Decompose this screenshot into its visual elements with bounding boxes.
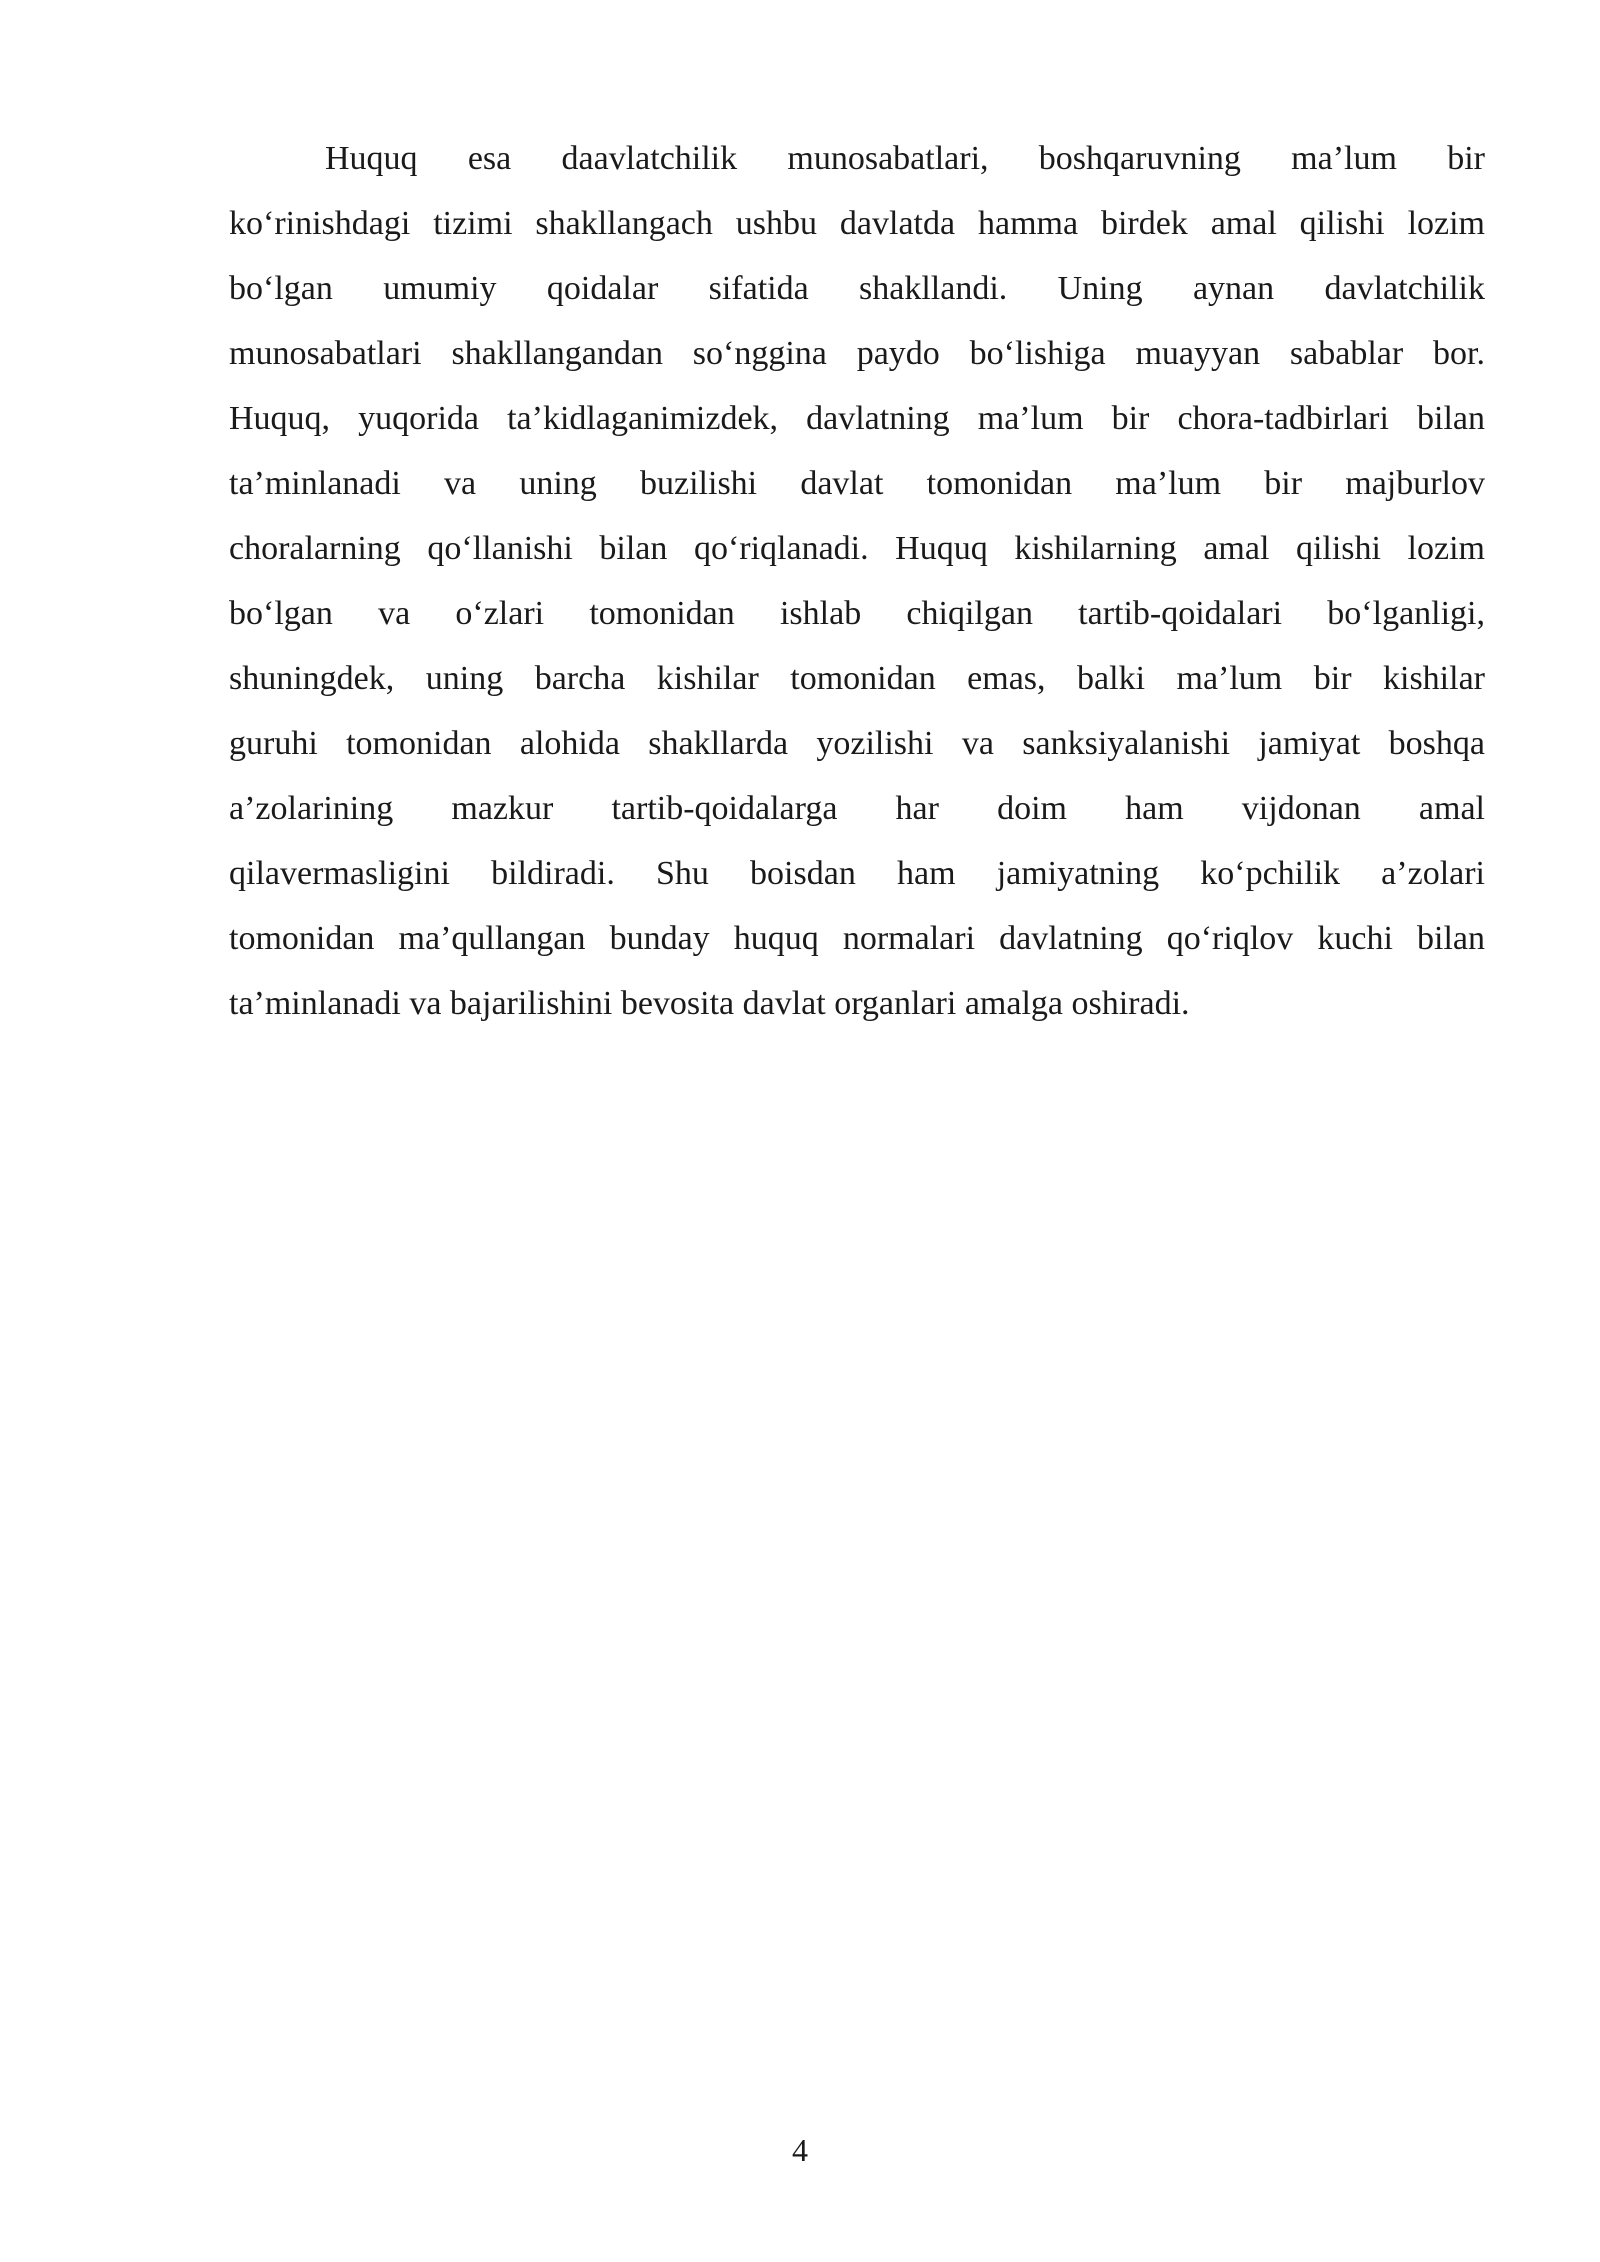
paragraph-line: ta’minlanadi va bajarilishini bevosita davlat organlari amalga oshiradi. [229,985,1190,1022]
paragraph-line: guruhi tomonidan alohida shakllarda yozilishi va sanksiyalanishi jamiyat boshqa [229,725,1485,762]
paragraph-line: ta’minlanadi va uning buzilishi davlat tomonidan ma’lum bir majburlov [229,465,1485,502]
paragraph-line: Huquq esa daavlatchilik munosabatlari, boshqaruvning ma’lum bir [325,140,1485,177]
paragraph-line: ko‘rinishdagi tizimi shakllangach ushbu davlatda hamma birdek amal qilishi lozim [229,205,1485,242]
paragraph-line: Huquq, yuqorida ta’kidlaganimizdek, davlatning ma’lum bir chora-tadbirlari bilan [229,400,1485,437]
paragraph-line: munosabatlari shakllangandan so‘nggina paydo bo‘lishiga muayyan sabablar bor. [229,335,1485,372]
paragraph-line: choralarning qo‘llanishi bilan qo‘riqlanadi. Huquq kishilarning amal qilishi lozim [229,530,1485,567]
paragraph-line: bo‘lgan umumiy qoidalar sifatida shakllandi. Uning aynan davlatchilik [229,270,1485,307]
paragraph-line: bo‘lgan va o‘zlari tomonidan ishlab chiqilgan tartib-qoidalari bo‘lganligi, [229,595,1485,632]
page-number: 4 [792,2132,808,2168]
paragraph-line: tomonidan ma’qullangan bunday huquq normalari davlatning qo‘riqlov kuchi bilan [229,920,1485,957]
paragraph-line: a’zolarining mazkur tartib-qoidalarga har doim ham vijdonan amal [229,790,1485,827]
body-paragraph [229,126,1485,1036]
paragraph-line: qilavermasligini bildiradi. Shu boisdan ham jamiyatning ko‘pchilik a’zolari [229,855,1485,892]
paragraph-line: shuningdek, uning barcha kishilar tomonidan emas, balki ma’lum bir kishilar [229,660,1485,697]
